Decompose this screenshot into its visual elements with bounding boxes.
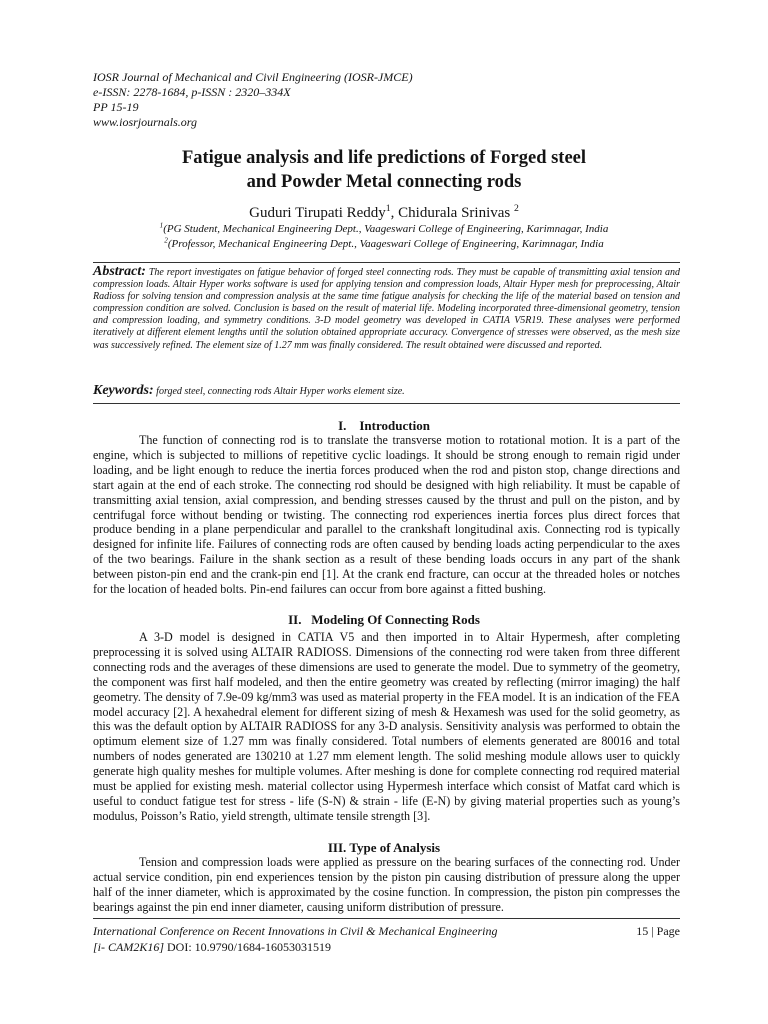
footer-event: [i- CAM2K16] (93, 940, 165, 954)
footer-rule (93, 918, 680, 919)
page-range: PP 15-19 (93, 100, 139, 114)
journal-name: IOSR Journal of Mechanical and Civil Engineering (IOSR-JMCE) (93, 70, 413, 84)
author-separator: , (390, 205, 399, 221)
affiliation-2-mark: 2 (164, 236, 168, 245)
author-2-mark: 2 (514, 203, 519, 214)
footer-conference: International Conference on Recent Innovations in Civil & Mechanical Engineering (93, 924, 498, 938)
paper-title (0, 146, 768, 194)
affiliations (0, 222, 768, 252)
author-1-mark: 1 (385, 203, 391, 214)
author-1: Guduri Tirupati Reddy (249, 205, 386, 221)
abstract-bottom-rule (93, 403, 680, 404)
title-line-1: Fatigue analysis and life predictions of Forged steel (181, 148, 587, 168)
affiliation-1-text: (PG Student, Mechanical Engineering Dept., Vaageswari College of Engineering, Karimnagar, India (163, 223, 609, 235)
abstract (93, 266, 680, 352)
section-heading-modeling: II. Modeling Of Connecting Rods (288, 612, 480, 627)
journal-header (93, 70, 413, 130)
issn: e-ISSN: 2278-1684, p-ISSN : 2320–334X (93, 85, 291, 99)
section-body-introduction: The function of connecting rod is to translate the transverse motion to rotational motion. It is a part of the engine, which is subjected to millions of repetitive cyclic loadings. It should be strong enough to remain rigid under loading, and be light enough to reduce the inertia forces produced when the rod and piston stop, change directions and start again at the end of each stroke. The connecting rod should be designed with high reliability. It must be capable of transmitting axial tension, axial compression, and bending stresses caused by the thrust and pull on the piston, and by centrifugal force without bending or twisting. The connecting rod experiences inertia forces plus direct forces that produce bending in a plane perpendicular and parallel to the crankshaft longitudinal axis. Connecting rod is typically designed for infinite life. Failures of connecting rods are often caused by bending loads acting perpendicular to the axes of the two bearings. Failure in the shank section as a result of these bending loads occurs in any part of the shank between piston-pin end and the crank-pin end [1]. At the crank end fracture, can occur at the threaded holes or notches for the location of headed bolts. Pin-end failures can occur from bore against a fitted bushing. (93, 433, 680, 597)
author-2: Chidurala Srinivas (398, 205, 514, 221)
section-heading-analysis: III. Type of Analysis (327, 840, 441, 855)
title-line-2: and Powder Metal connecting rods (246, 172, 522, 192)
affiliation-1-mark: 1 (159, 221, 164, 230)
footer-doi: DOI: 10.9790/1684-16053031519 (167, 940, 332, 954)
abstract-label: Abstract: (93, 264, 146, 279)
abstract-text: The report investigates on fatigue behavior of forged steel connecting rods. They must be capable of transmitting axial tension and compression loads. Altair Hyper works software is used for applying tension and compression loads, Altair Hyper mesh for preprocessing, Altair Radioss for solving tension and compression analysis at the same time fatigue analysis for checking the life of the material based on tension and compression condition are solved. Conclusion is based on the result of material life. Modeling incorporated three-dimensional geometry, tension and compression loading, and symmetry conditions. 3-D model geometry was developed in CATIA V5R19. These analyses were performed iteratively at different element lengths until the solution obtained appropriate accuracy. Convergence of stresses were observed, as the mesh size was successively refined. The element size of 1.27 mm was finally considered. The result obtained were discussed and reported. (93, 267, 680, 351)
keywords-label: Keywords: (93, 383, 154, 398)
footer-page-number: 15 | Page (636, 924, 680, 938)
section-body-modeling: A 3-D model is designed in CATIA V5 and then imported in to Altair Hypermesh, after completing preprocessing it is solved using ALTAIR RADIOSS. Dimensions of the connecting rod were taken from three different connecting rods and the averages of these dimensions are used to generate the model. Due to symmetry of the geometry, the component was first half modeled, and then the entire geometry was created by reflecting (mirror imaging) the half geometry. The density of 7.9e-09 kg/mm3 was used as material property in the FEA model. It is an indication of the FEA model accuracy [2]. A hexahedral element for different sizing of mesh & Hexamesh was used for the solid geometry, as this was the default option by ALTAIR RADIOSS for any 3-D analysis. Sensitivity analysis was performed to obtain the optimum element size of 1.27 mm was finally considered. Total numbers of elements generated are 80016 and total numbers of nodes generated are 130210 at 1.27 mm element length. The solid meshing module allows user to quickly generate high quality meshes for multiple volumes. After meshing is done for complete connecting rod required material must be applied for existing mesh. material collector using Hypermesh interface which consist of Matfat card which is useful to conduct fatigue test for stress - life (S-N) & strain - life (E-N) by giving material properties such as young’s modulus, Poisson’s Ratio, yield strength, ultimate tensile strength [3]. (93, 630, 680, 823)
keywords-text: forged steel, connecting rods Altair Hyper works element size. (156, 386, 405, 397)
abstract-top-rule (93, 262, 680, 263)
affiliation-2-text: (Professor, Mechanical Engineering Dept., Vaageswari College of Engineering, Karimnagar, India (167, 238, 604, 250)
page-footer (93, 923, 680, 955)
section-body-analysis: Tension and compression loads were applied as pressure on the bearing surfaces of the connecting rod. Under actual service condition, pin end experiences tension by the piston pin causing distribution of pressure along the upper half of the inner diameter, which is approximated by the cosine function. In compression, the piston pin compresses the bearings against the pin end inner diameter, causing uniform distribution of pressure. (93, 855, 680, 914)
section-heading-introduction: I. Introduction (338, 418, 430, 433)
author-list (0, 204, 768, 222)
keywords (93, 384, 680, 399)
affiliation-2 (0, 237, 768, 252)
journal-url[interactable]: www.iosrjournals.org (93, 115, 198, 129)
affiliation-1 (0, 222, 768, 237)
